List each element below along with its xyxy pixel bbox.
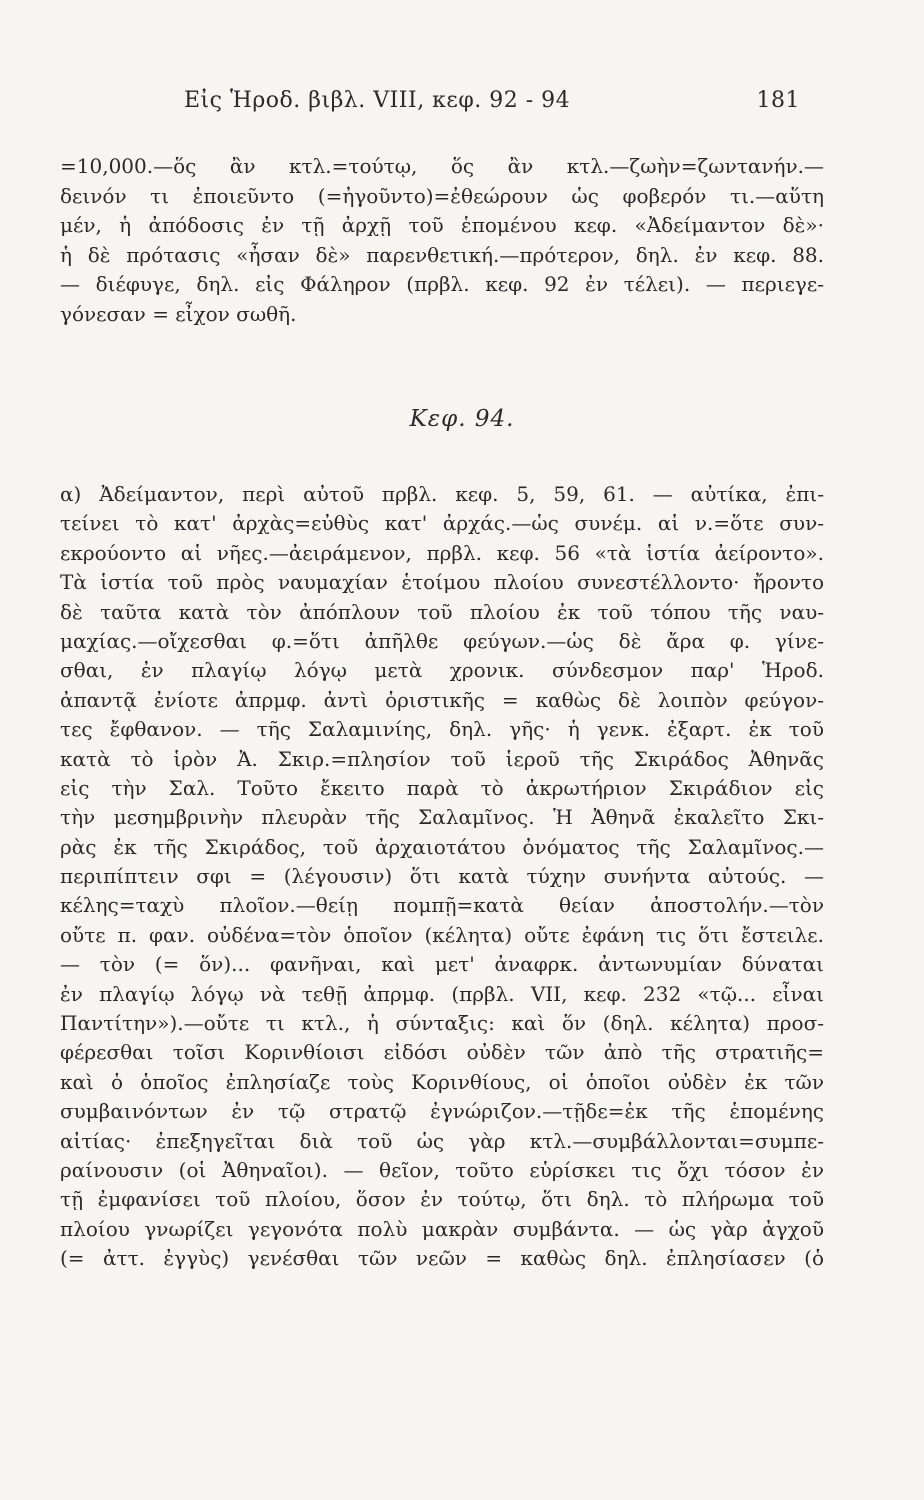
text-line: τῇ ἐμφανίσει τοῦ πλοίου, ὅσον ἐν τούτῳ, ὅτι δηλ. τὸ πλήρωμα τοῦ [60,1187,824,1212]
text-line: φέρεσθαι τοῖσι Κορινθίοισι εἰδόσι οὐδὲν τῶν ἀπὸ τῆς στρατιῆς= [60,1040,824,1065]
text-line: μέν, ἡ ἀπόδοσις ἐν τῇ ἀρχῇ τοῦ ἑπομένου κεφ. «Ἀδείμαντον δὲ»· [60,213,824,237]
text-line: ρὰς ἐκ τῆς Σκιράδος, τοῦ ἀρχαιοτάτου ὀνόματος τῆς Σαλαμῖνος.— [60,834,824,859]
text-line: αἰτίας· ἐπεξηγεῖται διὰ τοῦ ὡς γὰρ κτλ.—συμβάλλονται=συμπε- [60,1128,824,1153]
text-line: =10,000.—ὅς ἂν κτλ.=τούτῳ, ὅς ἂν κτλ.—ζωὴν=ζωντανήν.— [60,154,824,178]
text-line: δεινόν τι ἐποιεῦντο (=ἠγοῦντο)=ἐθεώρουν ὡς φοβερόν τι.—αὕτη [60,183,824,208]
text-line: κατὰ τὸ ἱρὸν Ἀ. Σκιρ.=πλησίον τοῦ ἱεροῦ τῆς Σκιράδος Ἀθηνᾶς [60,746,824,771]
text-line: τείνει τὸ κατ' ἀρχὰς=εὐθὺς κατ' ἀρχάς.—ὡς συνέμ. αἱ ν.=ὅτε συν- [60,511,824,536]
text-line: — τὸν (= ὅν)... φανῆναι, καὶ μετ' ἀναφρκ. ἀντωνυμίαν δύναται [60,952,824,977]
text-line: ἡ δὲ πρότασις «ἦσαν δὲ» παρενθετική.—πρότερον, δηλ. ἐν κεφ. 88. [60,242,824,267]
text-line: ραίνουσιν (οἱ Ἀθηναῖοι). — θεῖον, τοῦτο εὑρίσκει τις ὄχι τόσον ἐν [60,1157,824,1182]
previous-section-text [60,152,824,329]
text-line: εκρούοντο αἱ νῆες.—ἀειράμενον, πρβλ. κεφ. 56 «τὰ ἱστία ἀείροντο». [60,540,824,565]
running-head [120,88,800,122]
text-line: οὔτε π. φαν. οὐδένα=τὸν ὁποῖον (κέλητα) οὔτε ἐφάνη τις ὅτι ἔστειλε. [60,922,824,947]
text-line: γόνεσαν = εἶχον σωθῆ. [60,301,297,326]
text-line: περιπίπτειν σφι = (λέγουσιν) ὅτι κατὰ τύχην συνήντα αὐτούς. — [60,864,824,889]
text-line: εἰς τὴν Σαλ. Τοῦτο ἔκειτο παρὰ τὸ ἀκρωτήριον Σκιράδιον εἰς [60,775,824,800]
page-number: 181 [756,88,800,113]
text-line: ἀπαντᾷ ἐνίοτε ἀπρμφ. ἀντὶ ὁριστικῆς = καθὼς δὲ λοιπὸν φεύγον- [60,687,824,712]
commentary-text [60,480,824,1362]
text-line: καὶ ὁ ὁποῖος ἐπλησίαζε τοὺς Κορινθίους, οἱ ὁποῖοι οὐδὲν ἐκ τῶν [60,1069,824,1094]
text-line: α) Ἀδείμαντον, περὶ αὐτοῦ πρβλ. κεφ. 5, 59, 61. — αὐτίκα, ἐπι- [60,482,824,506]
text-line [60,1303,824,1332]
text-line: δὲ ταῦτα κατὰ τὸν ἀπόπλουν τοῦ πλοίου ἐκ τοῦ τόπου τῆς ναυ- [60,599,824,624]
text-line: τες ἔφθανον. — τῆς Σαλαμινίης, δηλ. γῆς· ἡ γενκ. ἐξαρτ. ἐκ τοῦ [60,717,824,742]
text-line: Τὰ ἱστία τοῦ πρὸς ναυμαχίαν ἑτοίμου πλοίου συνεστέλλοντο· ἤροντο [60,570,824,595]
text-line: ἐν πλαγίῳ λόγῳ νὰ τεθῇ ἀπρμφ. (πρβλ. VII, κεφ. 232 «τῷ... εἶναι [60,981,824,1006]
text-line: σθαι, ἐν πλαγίῳ λόγῳ μετὰ χρονικ. σύνδεσμον παρ' Ἡροδ. [60,658,824,683]
running-title: Εἰς Ἡροδ. βιβλ. VIII, κεφ. 92 - 94 [184,88,571,113]
text-line: — διέφυγε, δηλ. εἰς Φάληρον (πρβλ. κεφ. 92 ἐν τέλει). — περιεγε- [60,272,824,296]
text-line: (= ἀττ. ἐγγὺς) γενέσθαι τῶν νεῶν = καθὼς δηλ. ἐπλησίασεν (ὁ [60,1246,824,1271]
text-line: συμβαινόντων ἐν τῷ στρατῷ ἐγνώριζον.—τῇδε=ἐκ τῆς ἑπομένης [60,1099,824,1124]
text-line [60,1332,824,1361]
text-line: Παντίτην»).—οὔτε τι κτλ., ἡ σύνταξις: καὶ ὅν (δηλ. κέλητα) προσ- [60,1011,824,1036]
text-line: πλοίου γνωρίζει γεγονότα πολὺ μακρὰν συμβάντα. — ὡς γὰρ ἀγχοῦ [60,1216,824,1241]
text-line: κέλης=ταχὺ πλοῖον.—θείῃ πομπῇ=κατὰ θείαν ἀποστολήν.—τὸν [60,893,824,918]
chapter-heading: Κεφ. 94. [409,406,515,432]
text-line: μαχίας.—οἴχεσθαι φ.=ὅτι ἀπῆλθε φεύγων.—ὡς δὲ ἄρα φ. γίνε- [60,628,824,653]
text-line [60,1274,824,1303]
text-line: τὴν μεσημβρινὴν πλευρὰν τῆς Σαλαμῖνος. Ἡ Ἀθηνᾶ ἐκαλεῖτο Σκι- [60,805,824,830]
